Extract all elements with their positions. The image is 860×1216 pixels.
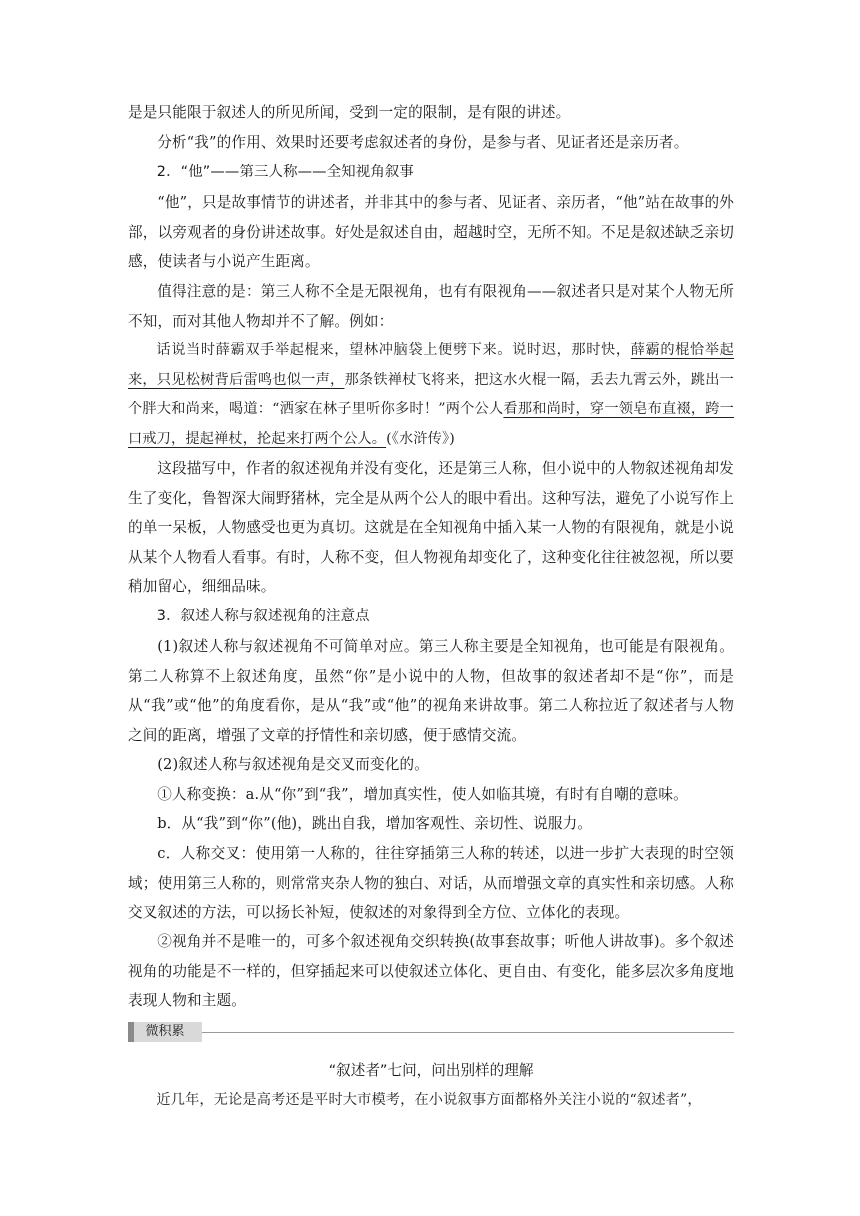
section-bar-accent: [128, 1022, 134, 1042]
paragraph-continuation: 是是只能限于叙述人的所见所闻，受到一定的限制，是有限的讲述。: [128, 104, 571, 121]
paragraph-perspective: ②视角并不是唯一的，可多个叙述视角交织转换(故事套故事；听他人讲故事)。多个叙述视角的功能是不一样的，但穿插起来可以使叙述立体化、更自由、有变化，能多层次多角度地表现人物和主题。: [128, 933, 734, 1009]
paragraph-c: c．人称交叉：使用第一人称的，往往穿插第三人称的转述，以进一步扩大表现的时空领域；使用第三人称的，则常常夹杂人物的独白、对话，从而增强文章的真实性和亲切感。人称交叉叙述的方法，可以扬长补短，使叙述的对象得到全方位、立体化的表现。: [128, 845, 734, 921]
quote-part-c: 那条铁禅杖飞将来，把这水火棍一隔，丢去九霄云外，跳出一个胖大和尚来，喝道：“洒家在林子里听你多时！”两个公人: [128, 371, 734, 417]
article-title: “叙述者”七问，问出别样的理解: [328, 1062, 534, 1079]
quote-shuihu: [128, 336, 734, 454]
section-bar-rule: [202, 1032, 734, 1033]
section-heading-3: 3．叙述人称与叙述视角的注意点: [156, 608, 370, 624]
quote-part-a: 话说当时薛霸双手举起棍来，望林冲脑袋上便劈下来。说时迟，那时快，: [156, 342, 631, 358]
paragraph-third-person: “他”，只是故事情节的讲述者，并非其中的参与者、见证者、亲历者，“他”站在故事的外部，以旁观者的身份讲述故事。好处是叙述自由，超越时空，无所不知。不足是叙述缺乏亲切感，使读者与小说产生距离。: [128, 194, 734, 270]
section-heading-2: 2．“他”——第三人称——全知视角叙事: [156, 164, 414, 180]
quote-underlined-b: 薛霸的棍恰举起来，只见松树背后雷鸣也似一声，: [128, 342, 734, 388]
quote-source: (《水浒传》): [386, 430, 455, 447]
article-first-line: 近几年，无论是高考还是平时大市模考，在小说叙事方面都格外关注小说的“叙述者”，: [156, 1092, 702, 1108]
paragraph-b: b．从“我”到“你”(他)，跳出自我，增加客观性、亲切性、说服力。: [157, 815, 593, 832]
quote-underlined-d: 看那和尚时，穿一领皂布直裰，跨一口戒刀，提起禅杖，抡起来打两个公人。: [128, 401, 735, 447]
paragraph-note: 值得注意的是：第三人称不全是无限视角，也有有限视角——叙述者只是对某个人物无所不知，而对其他人物却并不了解。例如：: [128, 283, 734, 330]
paragraph-analysis: 分析“我”的作用、效果时还要考虑叙述者的身份，是参与者、见证者还是亲历者。: [157, 134, 689, 151]
paragraph-person-change: ①人称变换：a.从“你”到“我”，增加真实性，使人如临其境，有时有自嘲的意味。: [157, 786, 688, 803]
paragraph-point-2: (2)叙述人称与叙述视角是交叉而变化的。: [157, 756, 429, 773]
paragraph-point-1: (1)叙述人称与叙述视角不可简单对应。第三人称主要是全知视角，也可能是有限视角。第二人称算不上叙述角度，虽然“你”是小说中的人物，但故事的叙述者却不是“你”，而是从“我”或“他”的角度看你，是从“我”或“他”的视角来讲故事。第二人称拉近了叙述者与人物之间的距离，增强了文章的抒情性和亲切感，便于感情交流。: [128, 638, 734, 744]
section-bar-label: 微积累: [128, 1022, 202, 1042]
paragraph-analysis-quote: 这段描写中，作者的叙述视角并没有变化，还是第三人称，但小说中的人物叙述视角却发生了变化，鲁智深大闹野猪林，完全是从两个公人的眼中看出。这种写法，避免了小说写作上的单一呆板，人物感受也更为真切。这就是在全知视角中插入某一人物的有限视角，就是小说从某个人物看人看事。有时，人称不变，但人物视角却变化了，这种变化往往被忽视，所以要稍加留心，细细品味。: [128, 460, 734, 595]
section-bar: [128, 1020, 734, 1044]
